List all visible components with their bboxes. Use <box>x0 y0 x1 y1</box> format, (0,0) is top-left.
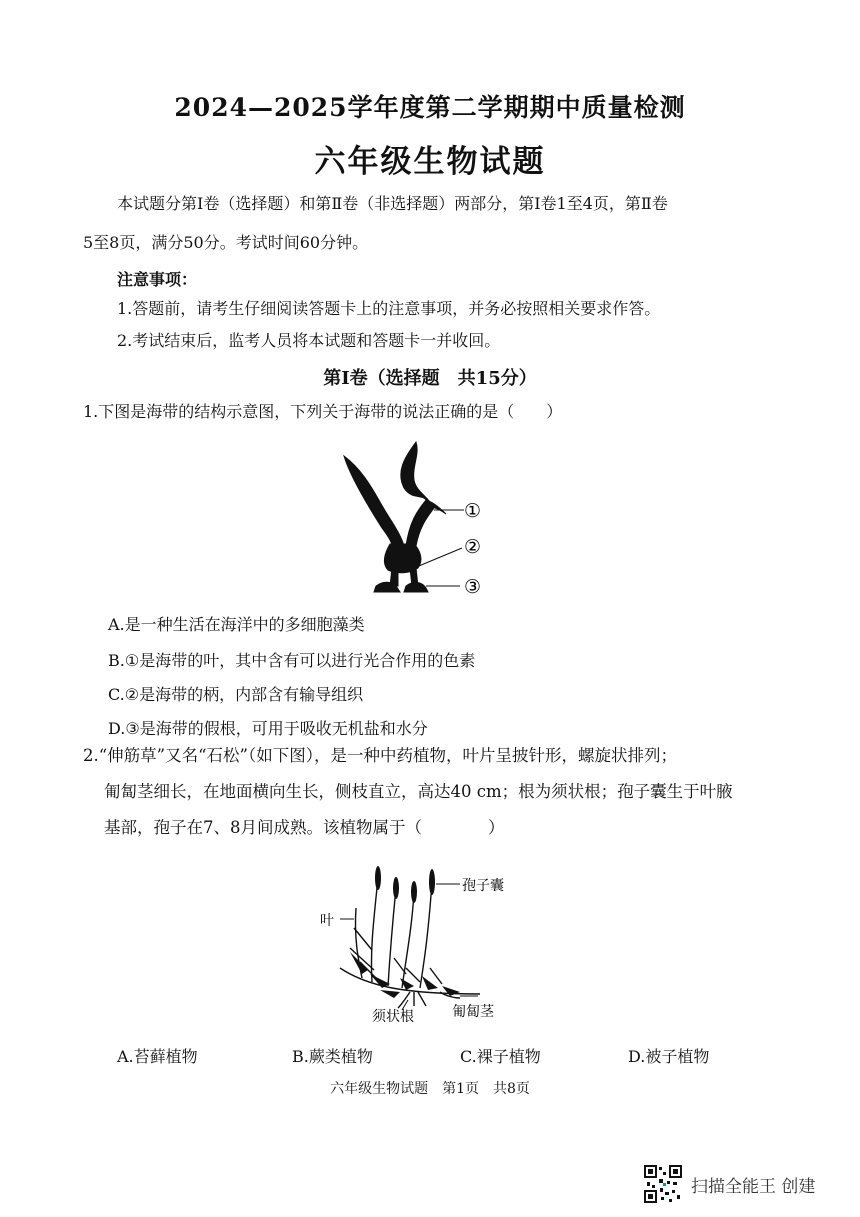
page-footer: 六年级生物试题 第1页 共8页 <box>330 1081 530 1097</box>
q2-option-c: C.裸子植物 <box>460 1047 541 1066</box>
exam-title: 2024—2025学年度第二学期期中质量检测 <box>174 93 686 122</box>
kelp-label-3: ③ <box>464 576 482 598</box>
clubmoss-diagram <box>310 858 540 1028</box>
label-leaf: 叶 <box>320 913 334 929</box>
label-creeping-stem: 匍匐茎 <box>452 1004 494 1020</box>
q2-option-d: D.被子植物 <box>628 1047 710 1066</box>
kelp-diagram <box>330 436 510 602</box>
q1-option-c: C.②是海带的柄，内部含有输导组织 <box>108 685 364 704</box>
notice-item-1: 1.答题前，请考生仔细阅读答题卡上的注意事项，并务必按照相关要求作答。 <box>117 299 661 318</box>
kelp-label-2: ② <box>464 536 482 558</box>
kelp-label-1: ① <box>464 500 482 522</box>
label-sporangium: 孢子囊 <box>462 878 504 894</box>
intro-line-2: 5至8页，满分50分。考试时间60分钟。 <box>83 233 369 252</box>
notice-item-2: 2.考试结束后，监考人员将本试题和答题卡一并收回。 <box>117 331 501 350</box>
q2-option-a: A.苔藓植物 <box>117 1047 198 1066</box>
exam-subtitle: 六年级生物试题 <box>314 144 546 180</box>
q1-option-a: A.是一种生活在海洋中的多细胞藻类 <box>108 615 365 634</box>
scanner-watermark-text: 扫描全能王 创建 <box>691 1177 816 1197</box>
intro-line-1: 本试题分第Ⅰ卷（选择题）和第Ⅱ卷（非选择题）两部分，第Ⅰ卷1至4页，第Ⅱ卷 <box>117 194 668 213</box>
question-1-stem: 1.下图是海带的结构示意图，下列关于海带的说法正确的是（ ） <box>83 402 563 421</box>
label-fibrous-root: 须状根 <box>372 1009 414 1025</box>
leaf-tufts <box>350 952 460 998</box>
question-2-line-1: 2.“伸筋草”又名“石松”（如下图），是一种中药植物，叶片呈披针形，螺旋状排列； <box>83 746 677 765</box>
notice-heading: 注意事项： <box>117 270 198 289</box>
q1-option-d: D.③是海带的假根，可用于吸收无机盐和水分 <box>108 719 428 738</box>
qr-code-icon <box>643 1164 683 1204</box>
scanner-watermark <box>643 1164 843 1204</box>
question-2-line-2: 匍匐茎细长，在地面横向生长，侧枝直立，高达40 cm；根为须状根；孢子囊生于叶腋 <box>104 782 733 801</box>
q2-option-b: B.蕨类植物 <box>292 1047 373 1066</box>
q1-option-b: B.①是海带的叶，其中含有可以进行光合作用的色素 <box>108 651 476 670</box>
question-2-line-3: 基部，孢子在7、8月间成熟。该植物属于（ ） <box>104 818 505 837</box>
sporangium-spikes <box>375 866 435 903</box>
section-title: 第Ⅰ卷（选择题 共15分） <box>323 368 537 389</box>
kelp-figure <box>344 442 446 592</box>
clubmoss-figure <box>340 878 480 1008</box>
